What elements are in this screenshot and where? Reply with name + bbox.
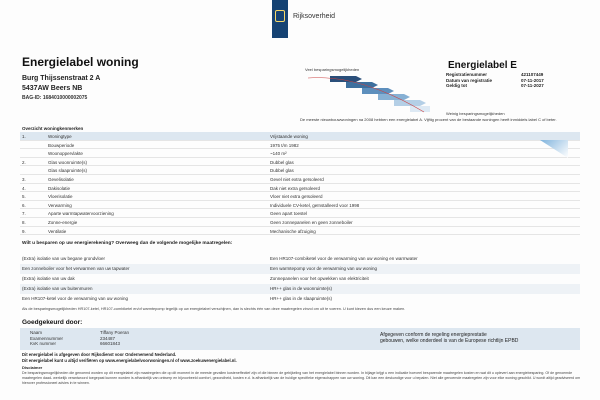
row-label: Ventilatie bbox=[48, 228, 67, 234]
disclaimer-heading: Disclaimer bbox=[22, 365, 43, 370]
address-city: 5437AW Beers NB bbox=[22, 85, 83, 92]
disclaimer-text: De besparingsmogelijkheden die genoemd worden op dit energielabel zijn maatregelen die op dit moment in de meeste gevallen kosteneffectief zijn of die binnen de gebijkeling van het energielabel binnen worden. In bijlage krijgt u een indicatie hoeveel besparende maatregelen kosten en wat dit u oplevert aan energiebesparing. Of de genoemde maatregelen daad- werkelijk verantwoord toegepast kunnen worden is afhankelijk van ontwerp en bijvoorbeeld comfort, gezondheid, kosten e.d. Is afhankelijk van de huidige specifieke eigenschappen van uw woning. Dit kan een deskundige voor u bepalen. Niet alle genoemde maatregelen zijn voor elke woning geschikt. U wordt altijd geadviseerd om hierover professioneel advies in te winnen. bbox=[22, 371, 581, 385]
row-number: 5. bbox=[22, 194, 26, 200]
measure-right: Een warmtepomp voor de verwarming van uw woning bbox=[270, 266, 378, 271]
row-label: Bouwperiode bbox=[48, 142, 75, 148]
row-value: Mechanische afzuiging bbox=[270, 228, 316, 234]
row-value: Vloer niet extra geïsoleerd bbox=[270, 194, 323, 200]
energy-label-title: Energielabel E bbox=[448, 60, 517, 71]
row-value: 1975 t/m 1982 bbox=[270, 142, 299, 148]
conformity-line: Afgegeven conform de regeling energieprestatie bbox=[380, 332, 487, 338]
crest-icon bbox=[275, 10, 285, 22]
row-label: Glas woonruimte(s) bbox=[48, 159, 88, 165]
row-number: 4. bbox=[22, 185, 26, 191]
approval-keys bbox=[30, 330, 63, 347]
approval-value: 234487 bbox=[100, 335, 116, 341]
measure-row bbox=[20, 284, 580, 294]
ministry-name: Rijksoverheid bbox=[293, 13, 336, 20]
meta-key: Datum van registratie bbox=[446, 77, 493, 83]
overview-heading: Overzicht woningkenmerken bbox=[22, 126, 84, 131]
footer-line: Dit energielabel kunt u altijd verifiëren op www.energielabelvoorwoningen.nl of www.zoekuwenergielabel.nl. bbox=[22, 357, 237, 363]
label-band bbox=[346, 82, 378, 88]
measures-heading: Wilt u besparen op uw energierekening? Overweeg dan de volgende mogelijke maatregelen: bbox=[22, 241, 233, 246]
meta-row bbox=[446, 83, 566, 89]
label-note: De meeste nieuwbouwwoningen na 2008 hebben een energielabel A. Vijftig procent van de bestaande woningen heeft inmiddels label C of beter. bbox=[300, 117, 557, 122]
label-band bbox=[362, 88, 394, 94]
approval-values bbox=[100, 330, 129, 347]
row-number: 9. bbox=[22, 228, 26, 234]
row-number: 3. bbox=[22, 176, 26, 182]
row-label: Dakisolatie bbox=[48, 185, 71, 191]
row-value: Individuele CV-ketel, geïnstalleerd voor 1998 bbox=[270, 202, 360, 208]
row-label: Aparte warmtapwatervoorziening bbox=[48, 211, 114, 217]
measure-right: HR++ glas in de woonruimte(s) bbox=[270, 286, 333, 291]
measure-right: HR++ glas in de slaapruimte(s) bbox=[270, 296, 333, 301]
energy-label-graphic bbox=[300, 72, 430, 114]
table-row bbox=[20, 227, 580, 236]
conformity-statement bbox=[380, 332, 518, 344]
row-number: 2. bbox=[22, 159, 26, 165]
approval-key: KvK nummer bbox=[30, 341, 57, 346]
row-value: Gevel niet extra geïsoleerd bbox=[270, 176, 324, 182]
row-value: Vrijstaande woning bbox=[270, 134, 308, 139]
label-bottom-caption: Weinig besparingsmogelijkheden bbox=[446, 111, 505, 116]
meta-value: 07-11-2027 bbox=[521, 83, 544, 88]
table-row bbox=[20, 184, 580, 193]
row-number: 1. bbox=[22, 134, 26, 139]
meta-value: 07-11-2017 bbox=[521, 77, 544, 83]
row-value: Geen apart toestel bbox=[270, 211, 308, 217]
row-value: Dak niet extra geïsoleerd bbox=[270, 185, 321, 191]
table-row bbox=[20, 149, 580, 158]
measure-left: (Extra) isolatie van uw dak bbox=[22, 276, 75, 281]
label-meta bbox=[446, 72, 566, 89]
approval-box bbox=[20, 328, 580, 350]
table-row bbox=[20, 141, 580, 150]
measure-left: Een HR107-ketel voor de verwarming van uw woning bbox=[22, 296, 129, 301]
label-band bbox=[410, 106, 430, 112]
approval-value: 66601843 bbox=[100, 341, 121, 346]
row-value: Dubbel glas bbox=[270, 159, 294, 165]
row-label: Verwarming bbox=[48, 202, 72, 208]
measures-note: Als de besparingsmogelijkheden HR107-ketel, HR107-combiketel en/of warmtepomp tegelijk op uw energielabel verschijnen, dan is slechts één van deze maatregelen zinvol om uit te voeren. U kunt kiezen dus een keuze maken. bbox=[22, 307, 406, 311]
table-row bbox=[20, 166, 580, 175]
row-value: Dubbel glas bbox=[270, 168, 294, 174]
meta-value: 421107449 bbox=[521, 72, 544, 77]
row-label: Woningtype bbox=[48, 134, 72, 139]
row-label: Vloerisolatie bbox=[48, 194, 73, 200]
footer-line: Dit energielabel is afgegeven door Rijksdienst voor Ondernemend Nederland. bbox=[22, 352, 177, 357]
table-row bbox=[20, 209, 580, 218]
label-top-caption: Veel besparingsmogelijkheden bbox=[305, 67, 360, 72]
conformity-line: gebouwen, welke onderdeel is van de Europese richtlijn EPBD bbox=[380, 338, 519, 344]
row-value: Geen zonnepanelen en geen zonneboiler bbox=[270, 219, 353, 225]
table-row bbox=[20, 192, 580, 201]
measure-row bbox=[20, 294, 580, 304]
table-row bbox=[20, 218, 580, 227]
row-number: 7. bbox=[22, 211, 26, 217]
approval-key: Naam bbox=[30, 330, 43, 335]
table-row bbox=[20, 175, 580, 184]
measure-left: Een zonneboiler voor het verwarmen van uw tapwater bbox=[22, 266, 130, 271]
measure-right: Een HR107-combiketel voor de verwarming van uw woning en warmwater bbox=[270, 256, 418, 261]
footer-info bbox=[22, 352, 237, 363]
table-row bbox=[20, 158, 580, 167]
row-value: ~140 m² bbox=[270, 151, 287, 157]
table-row bbox=[20, 132, 580, 141]
measure-left: (Extra) isolatie van uw begane grondvloer bbox=[22, 256, 106, 261]
label-band bbox=[394, 100, 426, 106]
approval-heading: Goedgekeurd door: bbox=[22, 319, 83, 326]
meta-key: Registratienummer bbox=[446, 72, 488, 77]
bag-id: BAG-ID: 1684010000002075 bbox=[22, 95, 88, 101]
measure-row bbox=[20, 254, 580, 264]
row-number: 6. bbox=[22, 202, 26, 208]
approval-key: Examennummer bbox=[30, 335, 64, 341]
approval-value: Tiffany Poeran bbox=[100, 330, 130, 335]
measures-table bbox=[20, 254, 580, 304]
measure-row bbox=[20, 274, 580, 284]
row-label: Gevelisolatie bbox=[48, 176, 74, 182]
measure-row bbox=[20, 264, 580, 274]
overview-table bbox=[20, 132, 580, 235]
document-title: Energielabel woning bbox=[22, 55, 139, 69]
label-band bbox=[330, 76, 362, 82]
meta-key: Geldig tot bbox=[446, 83, 467, 88]
measure-left: (Extra) isolatie van uw buitenmuren bbox=[22, 286, 93, 291]
measure-right: Zonnepanelen voor het opwekken van elektriciteit bbox=[270, 276, 369, 281]
row-label: Woonoppervlakte bbox=[48, 151, 83, 157]
label-band bbox=[378, 94, 410, 100]
row-number: 8. bbox=[22, 219, 26, 225]
row-label: Zonne-energie bbox=[48, 219, 78, 225]
table-row bbox=[20, 201, 580, 210]
address-street: Burg Thijssenstraat 2 A bbox=[22, 75, 101, 82]
row-label: Glas slaapruimte(s) bbox=[48, 168, 88, 174]
